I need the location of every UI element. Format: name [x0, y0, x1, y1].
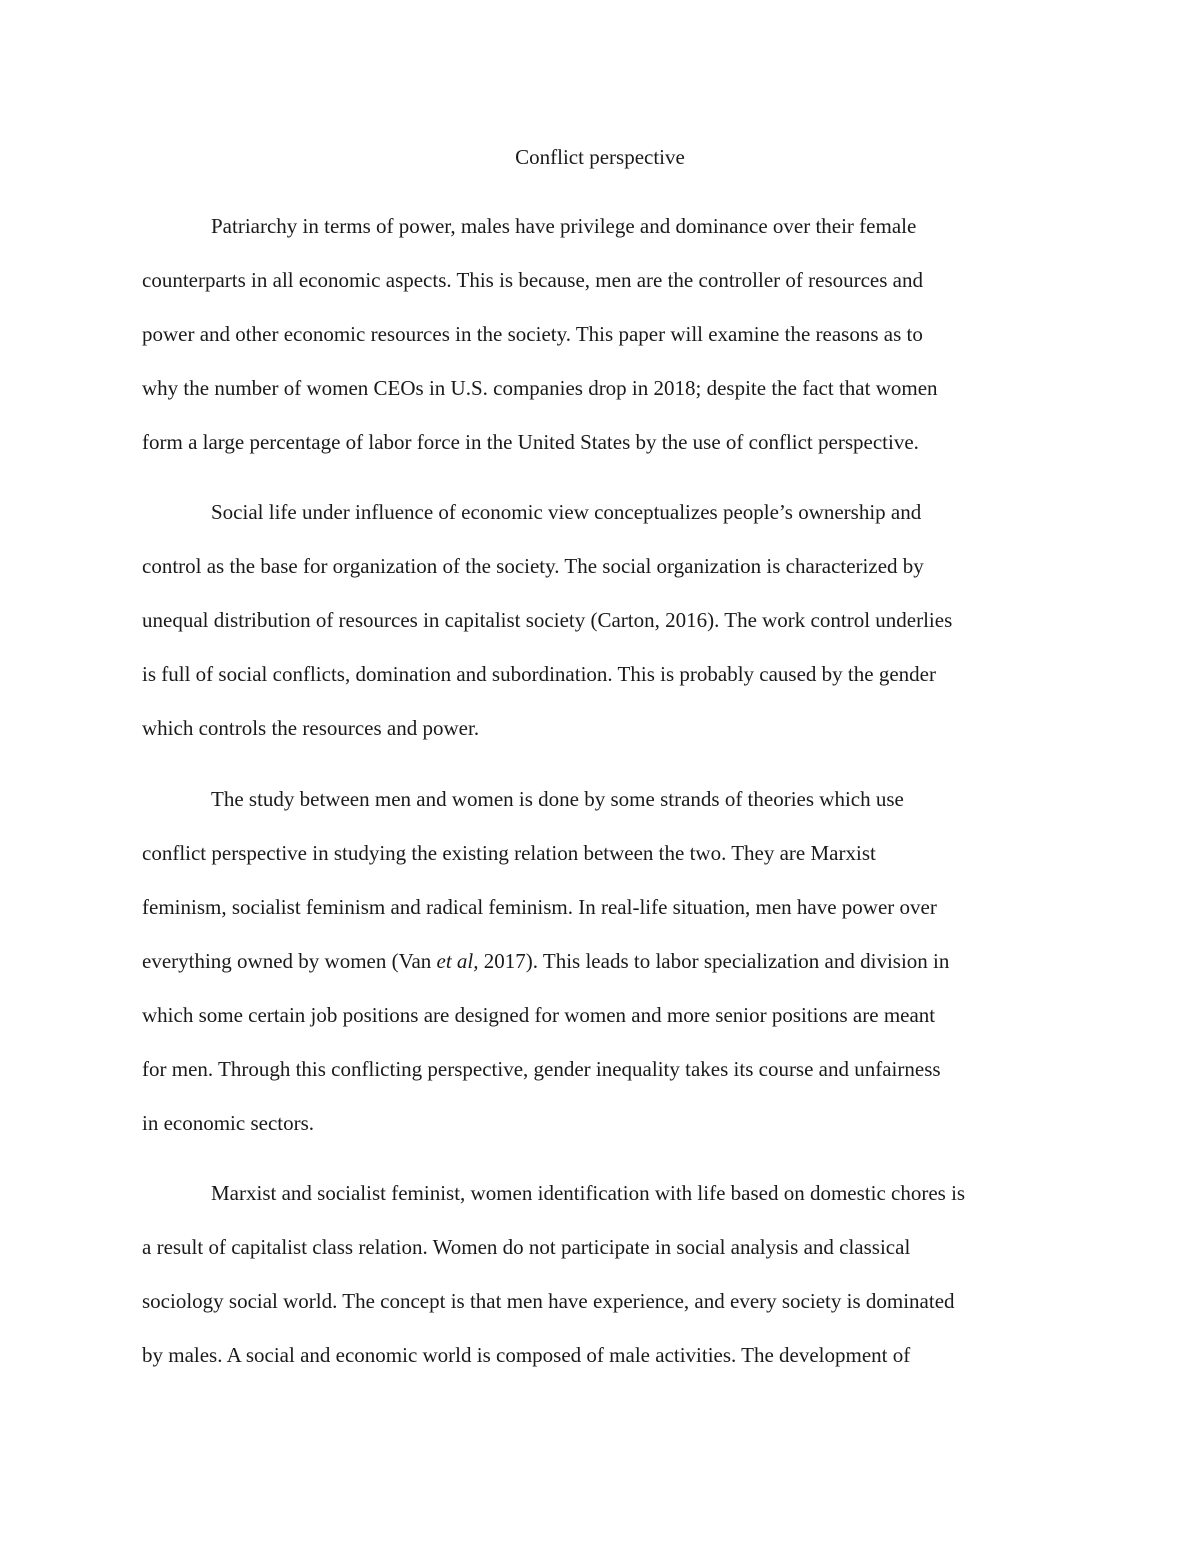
paragraph-4-line-2: a result of capitalist class relation. Women do not participate in social analysis and classical — [142, 1235, 911, 1259]
paragraph-3-line-7: in economic sectors. — [142, 1111, 315, 1135]
paragraph-4-line-1: Marxist and socialist feminist, women identification with life based on domestic chores is — [211, 1181, 966, 1205]
document-title: Conflict perspective — [515, 145, 685, 169]
paragraph-3-line-4 — [142, 946, 949, 976]
paragraph-3-line-1: The study between men and women is done by some strands of theories which use — [211, 787, 904, 811]
paragraph-1-line-2: counterparts in all economic aspects. This is because, men are the controller of resources and — [142, 268, 923, 292]
paragraph-3-line-2: conflict perspective in studying the existing relation between the two. They are Marxist — [142, 841, 876, 865]
paragraph-4-line-3: sociology social world. The concept is that men have experience, and every society is dominated — [142, 1289, 955, 1313]
paragraph-4-line-4: by males. A social and economic world is composed of male activities. The development of — [142, 1343, 911, 1367]
paragraph-1-line-1: Patriarchy in terms of power, males have privilege and dominance over their female — [211, 214, 917, 238]
paragraph-2-line-5: which controls the resources and power. — [142, 716, 480, 740]
paragraph-1-line-3: power and other economic resources in the society. This paper will examine the reasons as to — [142, 322, 923, 346]
paragraph-1-line-5: form a large percentage of labor force in the United States by the use of conflict perspective. — [142, 430, 919, 454]
citation-text-after: 2017). This leads to labor specialization and division in — [478, 949, 950, 973]
paragraph-2-line-1: Social life under influence of economic view conceptualizes people’s ownership and — [211, 500, 922, 524]
paragraph-3-line-6: for men. Through this conflicting perspective, gender inequality takes its course and unfairness — [142, 1057, 941, 1081]
paragraph-3-line-3: feminism, socialist feminism and radical feminism. In real-life situation, men have power over — [142, 895, 937, 919]
paragraph-3-line-5: which some certain job positions are designed for women and more senior positions are meant — [142, 1003, 936, 1027]
paragraph-2-line-2: control as the base for organization of the society. The social organization is characterized by — [142, 554, 924, 578]
paragraph-2-line-3: unequal distribution of resources in capitalist society (Carton, 2016). The work control underlies — [142, 608, 953, 632]
citation-text-before: everything owned by women (Van — [142, 949, 437, 973]
paragraph-2-line-4: is full of social conflicts, domination and subordination. This is probably caused by the gender — [142, 662, 936, 686]
citation-italic: et al, — [436, 949, 479, 973]
paragraph-1-line-4: why the number of women CEOs in U.S. companies drop in 2018; despite the fact that women — [142, 376, 938, 400]
